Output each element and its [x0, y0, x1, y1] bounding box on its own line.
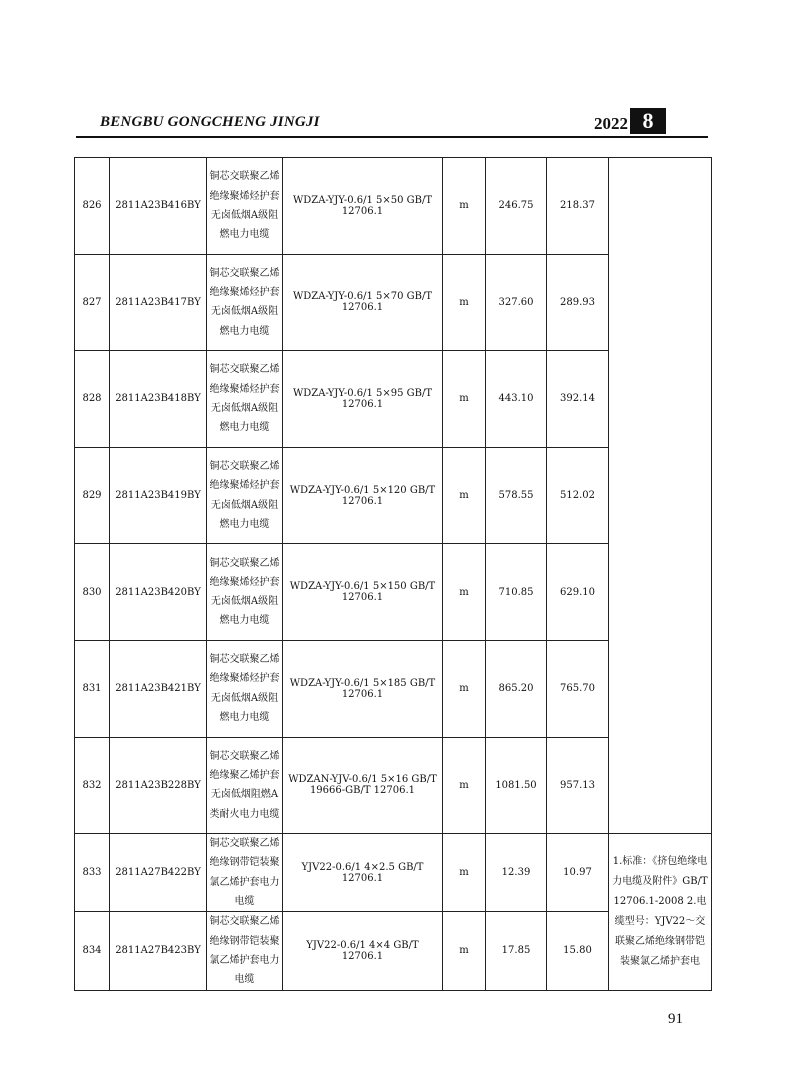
item-unit: m: [443, 912, 486, 990]
item-spec: YJV22-0.6/1 4×4 GB/T 12706.1: [283, 912, 443, 990]
item-code: 2811A23B420BY: [110, 544, 207, 641]
remark-cell: 1.标准：《挤包绝缘电力电缆及附件》GB/T 12706.1-2008 2.电缆型号：YJV22～交联聚乙烯绝缘钢带铠装聚氯乙烯护套电: [609, 834, 712, 990]
price-tax-incl: 443.10: [486, 351, 547, 448]
item-spec: WDZA-YJY-0.6/1 5×50 GB/T 12706.1: [283, 158, 443, 255]
row-number: 831: [75, 640, 110, 737]
item-name: 铜芯交联聚乙烯绝缘聚烯烃护套无卤低烟A级阻燃电力电缆: [207, 254, 283, 351]
issue-year: 2022: [594, 114, 628, 133]
item-name: 铜芯交联聚乙烯绝缘聚烯烃护套无卤低烟A级阻燃电力电缆: [207, 544, 283, 641]
row-number: 833: [75, 834, 110, 912]
item-spec: WDZA-YJY-0.6/1 5×185 GB/T 12706.1: [283, 640, 443, 737]
item-unit: m: [443, 447, 486, 544]
item-name: 铜芯交联聚乙烯绝缘聚烯烃护套无卤低烟A级阻燃电力电缆: [207, 640, 283, 737]
item-unit: m: [443, 737, 486, 834]
row-number: 830: [75, 544, 110, 641]
item-code: 2811A23B228BY: [110, 737, 207, 834]
price-tax-excl: 629.10: [547, 544, 609, 641]
item-spec: WDZA-YJY-0.6/1 5×120 GB/T 12706.1: [283, 447, 443, 544]
item-spec: WDZA-YJY-0.6/1 5×70 GB/T 12706.1: [283, 254, 443, 351]
price-tax-incl: 17.85: [486, 912, 547, 990]
table-row: [75, 834, 712, 912]
header-rule: [76, 136, 708, 138]
item-unit: m: [443, 640, 486, 737]
item-name: 铜芯交联聚乙烯绝缘聚烯烃护套无卤低烟A级阻燃电力电缆: [207, 447, 283, 544]
item-name: 铜芯交联聚乙烯绝缘聚烯烃护套无卤低烟A级阻燃电力电缆: [207, 351, 283, 448]
item-unit: m: [443, 834, 486, 912]
table-row: [75, 158, 712, 255]
price-tax-excl: 218.37: [547, 158, 609, 255]
item-code: 2811A23B417BY: [110, 254, 207, 351]
price-tax-excl: 512.02: [547, 447, 609, 544]
item-code: 2811A23B416BY: [110, 158, 207, 255]
price-tax-incl: 865.20: [486, 640, 547, 737]
item-unit: m: [443, 544, 486, 641]
price-tax-excl: 392.14: [547, 351, 609, 448]
item-spec: WDZA-YJY-0.6/1 5×150 GB/T 12706.1: [283, 544, 443, 641]
price-tax-incl: 578.55: [486, 447, 547, 544]
item-spec: WDZA-YJY-0.6/1 5×95 GB/T 12706.1: [283, 351, 443, 448]
price-tax-incl: 246.75: [486, 158, 547, 255]
item-unit: m: [443, 351, 486, 448]
journal-title: BENGBU GONGCHENG JINGJI: [100, 114, 320, 130]
row-number: 828: [75, 351, 110, 448]
item-name: 铜芯交联聚乙烯绝缘聚烯烃护套无卤低烟A级阻燃电力电缆: [207, 158, 283, 255]
price-tax-incl: 12.39: [486, 834, 547, 912]
item-spec: WDZAN-YJV-0.6/1 5×16 GB/T 19666-GB/T 12706.1: [283, 737, 443, 834]
price-tax-excl: 765.70: [547, 640, 609, 737]
price-table: [74, 157, 712, 991]
item-code: 2811A27B423BY: [110, 912, 207, 990]
row-number: 832: [75, 737, 110, 834]
price-tax-excl: 10.97: [547, 834, 609, 912]
remark-cell-empty: [609, 158, 712, 834]
row-number: 834: [75, 912, 110, 990]
item-code: 2811A23B418BY: [110, 351, 207, 448]
item-unit: m: [443, 158, 486, 255]
row-number: 826: [75, 158, 110, 255]
price-tax-excl: 15.80: [547, 912, 609, 990]
running-header: [76, 108, 708, 138]
item-name: 铜芯交联聚乙烯绝缘钢带铠装聚氯乙烯护套电力电缆: [207, 912, 283, 990]
item-name: 铜芯交联聚乙烯绝缘聚乙烯护套无卤低烟阻燃A类耐火电力电缆: [207, 737, 283, 834]
price-tax-incl: 327.60: [486, 254, 547, 351]
item-spec: YJV22-0.6/1 4×2.5 GB/T 12706.1: [283, 834, 443, 912]
row-number: 827: [75, 254, 110, 351]
item-unit: m: [443, 254, 486, 351]
price-tax-incl: 710.85: [486, 544, 547, 641]
price-tax-incl: 1081.50: [486, 737, 547, 834]
item-code: 2811A23B421BY: [110, 640, 207, 737]
row-number: 829: [75, 447, 110, 544]
item-code: 2811A23B419BY: [110, 447, 207, 544]
price-tax-excl: 289.93: [547, 254, 609, 351]
item-code: 2811A27B422BY: [110, 834, 207, 912]
issue-number-badge: 8: [630, 108, 666, 134]
item-name: 铜芯交联聚乙烯绝缘钢带铠装聚氯乙烯护套电力电缆: [207, 834, 283, 912]
page-number: 91: [668, 1011, 683, 1027]
price-tax-excl: 957.13: [547, 737, 609, 834]
